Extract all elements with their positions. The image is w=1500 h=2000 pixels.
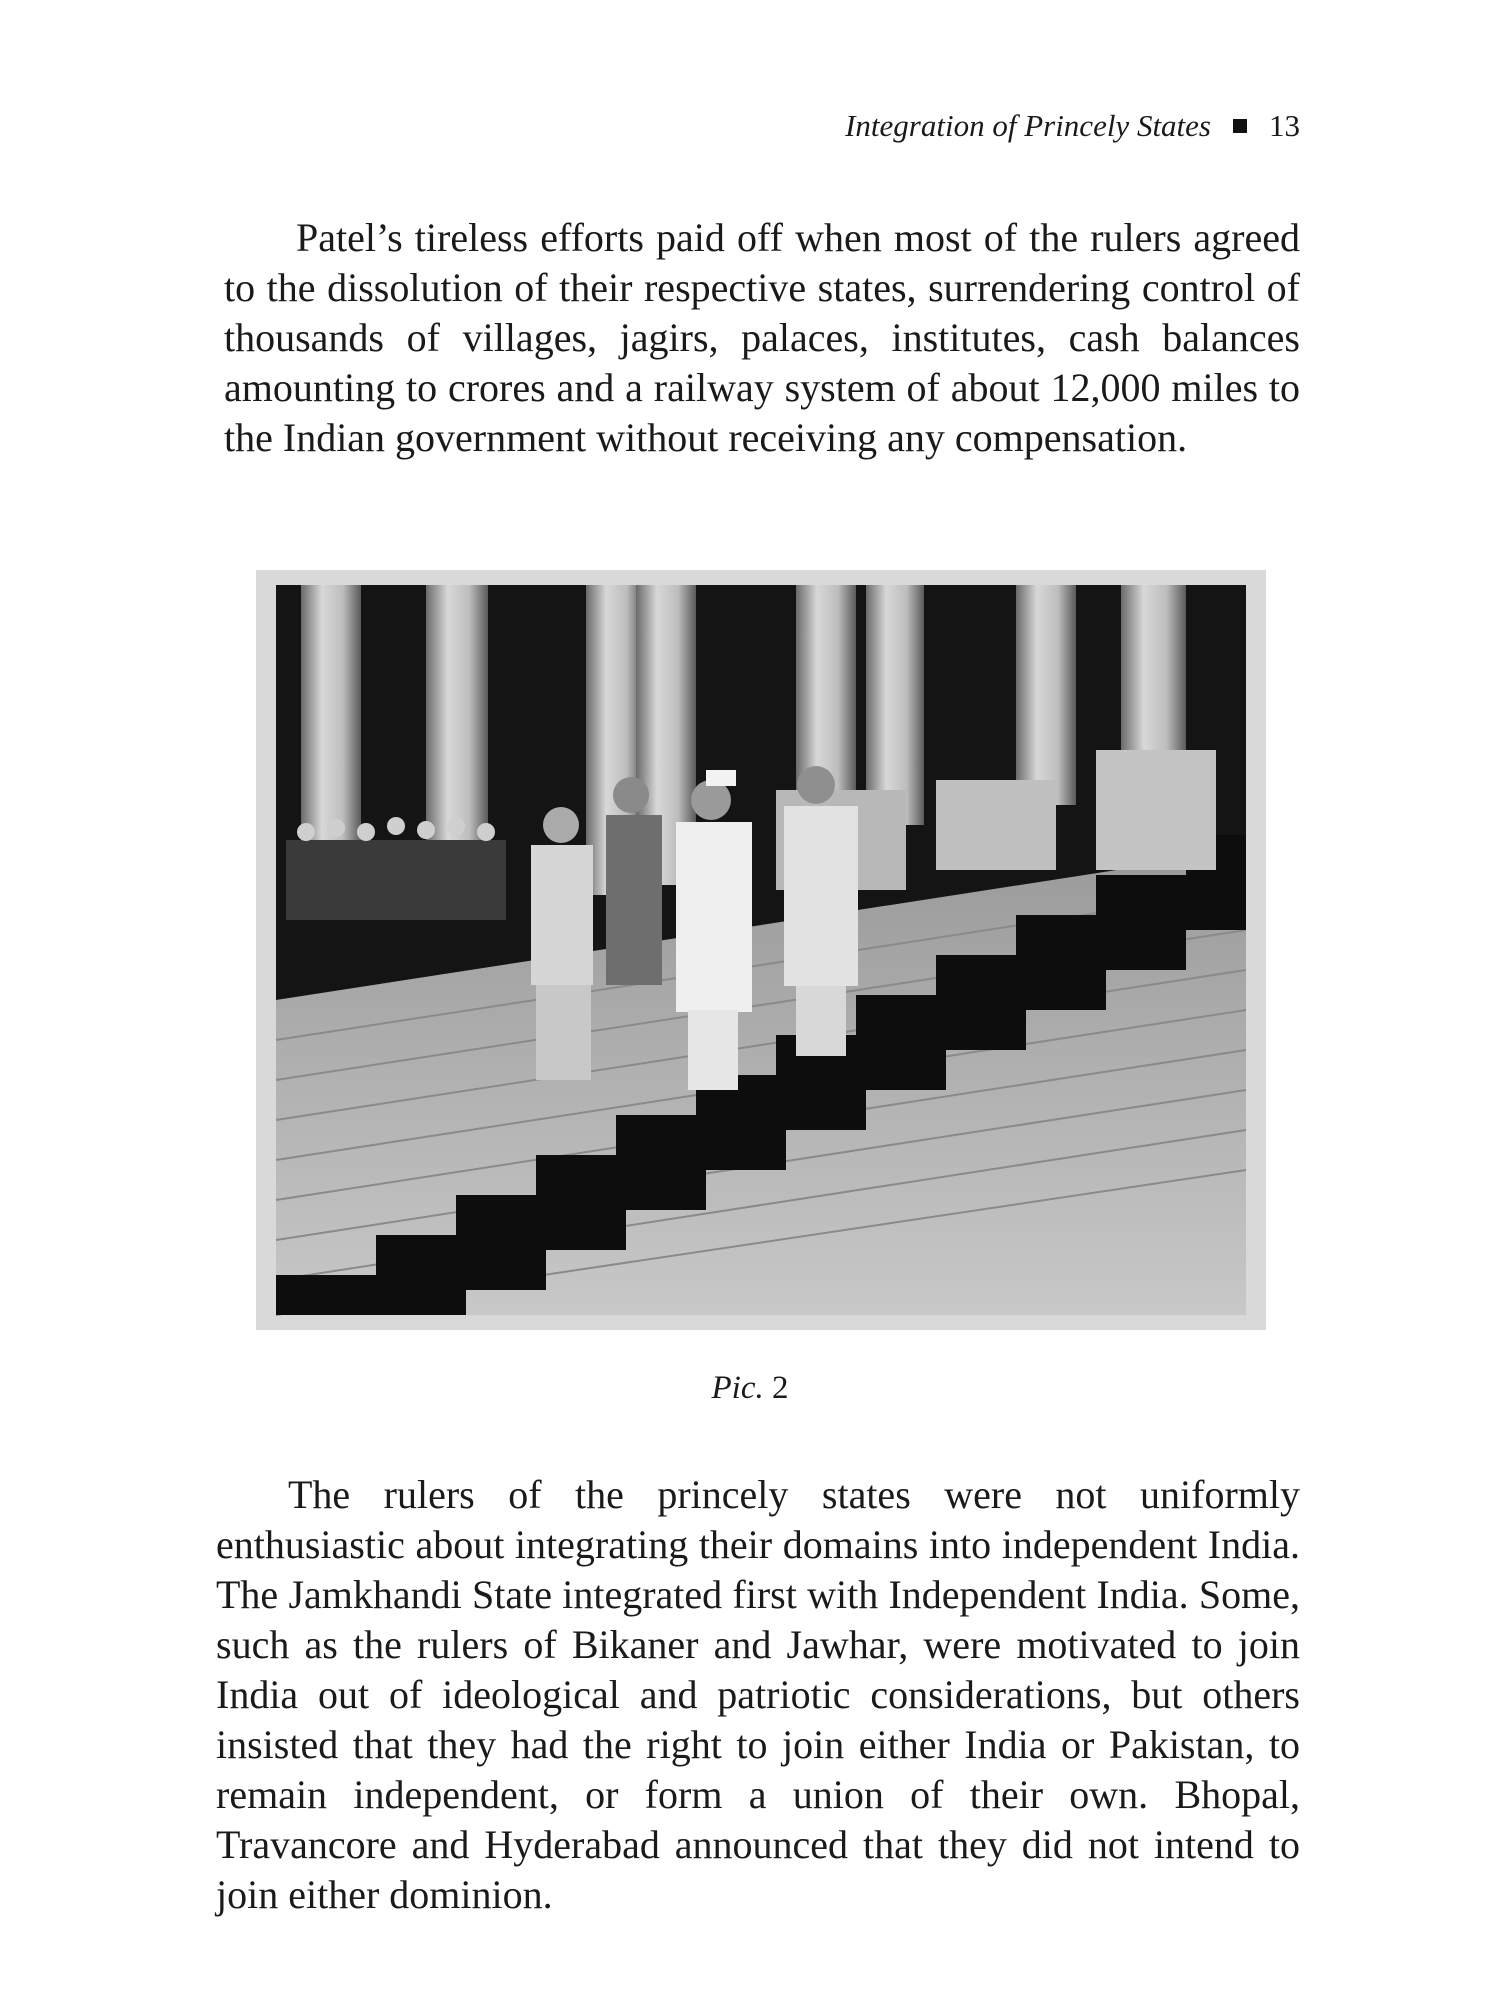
figure-caption — [0, 1370, 1500, 1407]
photo-illustration — [256, 570, 1266, 1330]
paragraph-2: The rulers of the princely states were not uniformly enthusiastic about integrating their domains into independent India. The Jamkhandi State integrated first with Independent India. Some, such as the rulers of Bikaner and Jawhar, were motivated to join India out of ideological and patriotic considerations, but others insisted that they had the right to join either India or Pakistan, to remain independent, or form a union of their own. Bhopal, Travancore and Hyderabad announced that they did not intend to join either dominion. — [216, 1472, 1300, 1917]
page-number: 13 — [1269, 108, 1300, 143]
running-header — [845, 108, 1300, 144]
paragraph-1: Patel’s tireless efforts paid off when most of the rulers agreed to the dissolution of their respective states, surrendering control of thousands of villages, jagirs, palaces, institutes, cash balances amounting to crores and a railway system of about 12,000 miles to the Indian government without receiving any compensation. — [224, 215, 1300, 460]
caption-number: 2 — [771, 1370, 789, 1406]
running-title: Integration of Princely States — [845, 108, 1211, 143]
photo-figure — [256, 570, 1266, 1330]
square-bullet-icon — [1233, 119, 1247, 133]
caption-label: Pic. — [711, 1370, 764, 1406]
